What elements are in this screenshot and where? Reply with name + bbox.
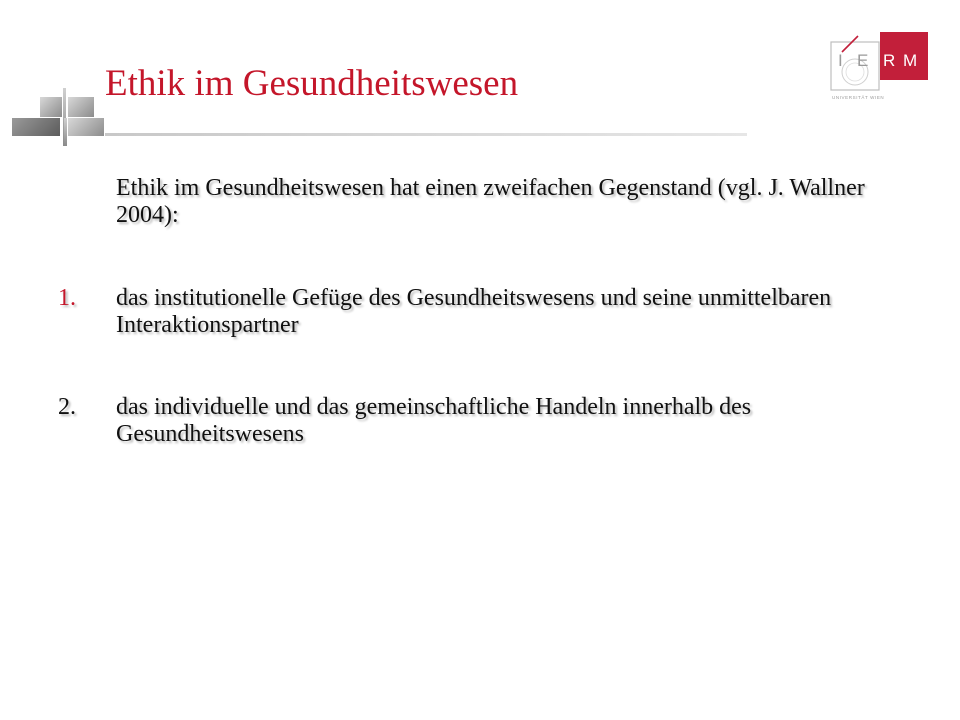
logo-subtitle: UNIVERSITÄT WIEN xyxy=(832,95,885,100)
slide-title: Ethik im Gesundheitswesen xyxy=(105,63,519,104)
list-item-number: 2. xyxy=(58,394,76,420)
logo-letter-r: R xyxy=(883,51,896,70)
list-item-number: 1. xyxy=(58,285,76,311)
list-item-text: das institutionelle Gefüge des Gesundheitswesens und seine unmittelbaren Interaktionspartner xyxy=(116,285,832,338)
list-item-text: das individuelle und das gemeinschaftliche Handeln innerhalb des Gesundheitswesens xyxy=(116,394,752,447)
intro-paragraph: Ethik im Gesundheitswesen hat einen zweifachen Gegenstand (vgl. J. Wallner 2004): xyxy=(116,175,865,228)
logo-letter-e: E xyxy=(857,51,869,70)
logo-letter-i: I xyxy=(838,51,843,70)
logo-letter-m: M xyxy=(903,51,918,70)
